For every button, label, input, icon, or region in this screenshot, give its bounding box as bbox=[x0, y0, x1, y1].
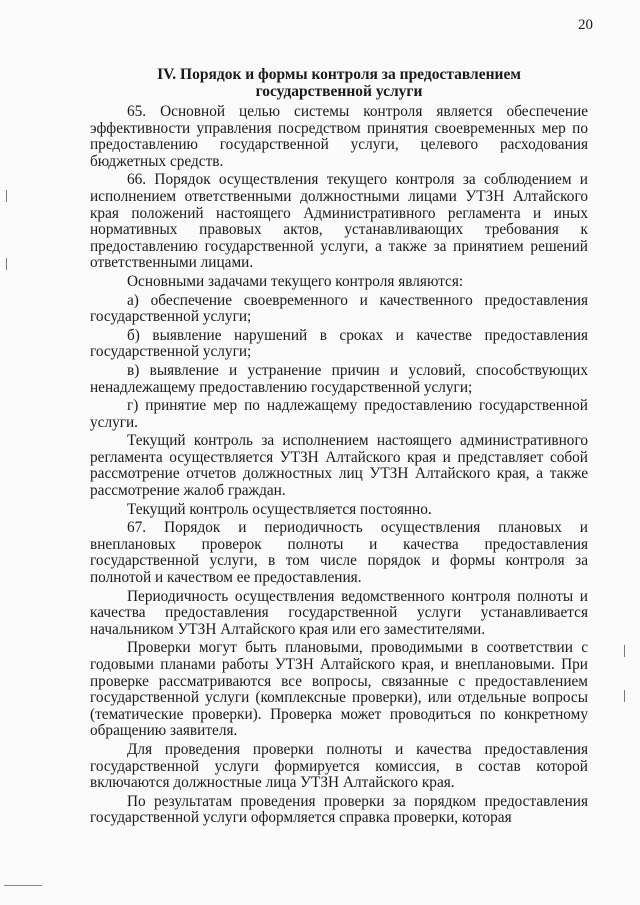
paragraph-commission: Для проведения проверки полноты и качества предоставления государственной услуги формируется комиссия, в состав которой включаются должностные лица УТЗН Алтайского края. bbox=[90, 740, 588, 792]
scan-margin-mark bbox=[624, 690, 625, 702]
section-heading-line: IV. Порядок и формы контроля за предоставлением bbox=[157, 66, 521, 83]
paragraph-65: 65. Основной целью системы контроля является обеспечение эффективности управления посредством принятия своевременных мер по предоставлению государственной услуги, целевого расходования бюджетных средств. bbox=[90, 103, 588, 170]
footer-rule bbox=[4, 885, 42, 886]
paragraph-67: 67. Порядок и периодичность осуществления плановых и внеплановых проверок полноты и качества предоставления государственной услуги, в том числе порядок и формы контроля за полнотой и качеством ее предоставления. bbox=[90, 519, 588, 587]
scan-margin-mark bbox=[6, 190, 7, 202]
scan-margin-mark bbox=[624, 645, 625, 657]
scan-margin-mark bbox=[6, 258, 7, 270]
paragraph-results: По результатам проведения проверки за порядком предоставления государственной услуги оформляется справка проверки, которая bbox=[90, 792, 588, 827]
section-heading-line: государственной услуги bbox=[255, 83, 423, 100]
document-body bbox=[90, 104, 588, 827]
paragraph-constant-control: Текущий контроль осуществляется постоянно. bbox=[127, 500, 432, 518]
section-heading bbox=[90, 66, 588, 100]
list-item-v: в) выявление и устранение причин и условий, способствующих ненадлежащему предоставлению государственной услуги; bbox=[90, 361, 588, 396]
paragraph-inspections: Проверки могут быть плановыми, проводимыми в соответствии с годовыми планами работы УТЗН Алтайского края, и внеплановыми. При проверке рассматриваются все вопросы, связанные с предоставлением государственной услуги (комплексные проверки), или отдельные вопросы (тематические проверки). Проверка может проводиться по конкретному обращению заявителя. bbox=[90, 639, 588, 740]
paragraph-tasks-intro: Основными задачами текущего контроля являются: bbox=[127, 272, 464, 290]
page-number: 20 bbox=[578, 17, 593, 33]
paragraph-current-control: Текущий контроль за исполнением настоящего административного регламента осуществляется УТЗН Алтайского края и представляет собой рассмотрение отчетов должностных лиц УТЗН Алтайского края, а также рассмотрение жалоб граждан. bbox=[90, 432, 588, 500]
list-item-a: а) обеспечение своевременного и качественного предоставления государственной услуги; bbox=[90, 291, 588, 326]
paragraph-66: 66. Порядок осуществления текущего контроля за соблюдением и исполнением ответственными должностными лицами УТЗН Алтайского края положений настоящего Административного регламента и иных нормативных правовых актов, устанавливающих требования к предоставлению государственной услуги, а также за принятием решений ответственными лицами. bbox=[90, 171, 588, 272]
list-item-b: б) выявление нарушений в сроках и качестве предоставления государственной услуги; bbox=[90, 326, 588, 361]
list-item-g: г) принятие мер по надлежащему предоставлению государственной услуги. bbox=[90, 397, 588, 431]
paragraph-periodicity: Периодичность осуществления ведомственного контроля полноты и качества предоставления государственной услуги устанавливается начальником УТЗН Алтайского края или его заместителями. bbox=[90, 587, 588, 638]
